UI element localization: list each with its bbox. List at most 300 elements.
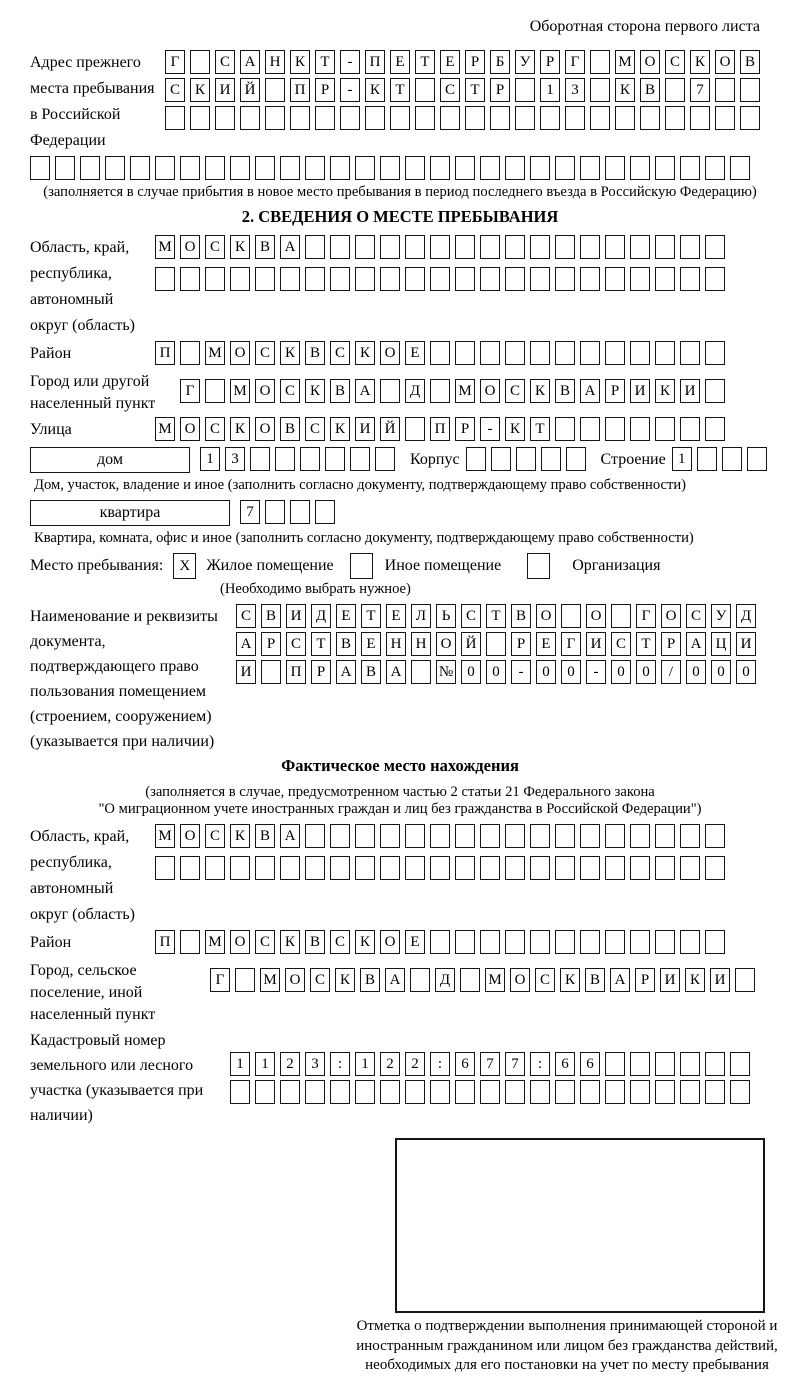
char-cell[interactable]: Т bbox=[465, 78, 485, 102]
char-cell[interactable] bbox=[615, 106, 635, 130]
char-cell[interactable] bbox=[205, 267, 225, 291]
char-cell[interactable] bbox=[415, 106, 435, 130]
char-cell[interactable]: К bbox=[280, 930, 300, 954]
char-cell[interactable] bbox=[555, 930, 575, 954]
char-cell[interactable]: И bbox=[286, 604, 306, 628]
char-cell[interactable] bbox=[315, 500, 335, 524]
char-cell[interactable]: М bbox=[230, 379, 250, 403]
char-cell[interactable] bbox=[680, 1080, 700, 1104]
char-cell[interactable]: Б bbox=[490, 50, 510, 74]
char-cell[interactable]: Р bbox=[490, 78, 510, 102]
char-cell[interactable]: Е bbox=[440, 50, 460, 74]
char-cell[interactable]: Е bbox=[405, 341, 425, 365]
char-cell[interactable]: 7 bbox=[480, 1052, 500, 1076]
char-cell[interactable]: В bbox=[555, 379, 575, 403]
char-cell[interactable] bbox=[180, 341, 200, 365]
char-cell[interactable]: 1 bbox=[672, 447, 692, 471]
char-cell[interactable] bbox=[530, 341, 550, 365]
char-cell[interactable] bbox=[705, 856, 725, 880]
char-cell[interactable]: О bbox=[230, 341, 250, 365]
char-cell[interactable] bbox=[230, 1080, 250, 1104]
char-cell[interactable]: Н bbox=[265, 50, 285, 74]
char-cell[interactable] bbox=[235, 968, 255, 992]
char-cell[interactable]: 0 bbox=[736, 660, 756, 684]
char-cell[interactable] bbox=[705, 930, 725, 954]
char-cell[interactable] bbox=[305, 824, 325, 848]
char-cell[interactable] bbox=[530, 156, 550, 180]
char-cell[interactable] bbox=[491, 447, 511, 471]
char-cell[interactable]: П bbox=[155, 930, 175, 954]
char-cell[interactable]: С bbox=[440, 78, 460, 102]
char-cell[interactable]: О bbox=[436, 632, 456, 656]
char-cell[interactable]: М bbox=[485, 968, 505, 992]
char-cell[interactable]: Д bbox=[736, 604, 756, 628]
char-cell[interactable]: П bbox=[286, 660, 306, 684]
char-cell[interactable]: П bbox=[290, 78, 310, 102]
char-cell[interactable] bbox=[561, 604, 581, 628]
char-cell[interactable] bbox=[480, 267, 500, 291]
char-cell[interactable]: Н bbox=[411, 632, 431, 656]
char-cell[interactable]: П bbox=[155, 341, 175, 365]
char-cell[interactable]: У bbox=[711, 604, 731, 628]
char-cell[interactable]: О bbox=[480, 379, 500, 403]
char-cell[interactable]: Г bbox=[636, 604, 656, 628]
char-cell[interactable]: 6 bbox=[555, 1052, 575, 1076]
char-cell[interactable]: С bbox=[205, 824, 225, 848]
char-cell[interactable]: К bbox=[230, 235, 250, 259]
char-cell[interactable] bbox=[261, 660, 281, 684]
char-cell[interactable] bbox=[715, 78, 735, 102]
char-cell[interactable] bbox=[325, 447, 345, 471]
char-cell[interactable]: И bbox=[215, 78, 235, 102]
char-cell[interactable] bbox=[555, 267, 575, 291]
char-cell[interactable]: Г bbox=[210, 968, 230, 992]
char-cell[interactable]: 2 bbox=[405, 1052, 425, 1076]
char-cell[interactable]: О bbox=[230, 930, 250, 954]
char-cell[interactable]: С bbox=[686, 604, 706, 628]
char-cell[interactable] bbox=[680, 156, 700, 180]
char-cell[interactable] bbox=[505, 341, 525, 365]
char-cell[interactable] bbox=[605, 824, 625, 848]
char-cell[interactable] bbox=[255, 267, 275, 291]
char-cell[interactable] bbox=[505, 1080, 525, 1104]
char-cell[interactable]: Й bbox=[461, 632, 481, 656]
char-cell[interactable]: / bbox=[661, 660, 681, 684]
char-cell[interactable] bbox=[305, 235, 325, 259]
char-cell[interactable] bbox=[630, 417, 650, 441]
char-cell[interactable] bbox=[505, 930, 525, 954]
char-cell[interactable]: В bbox=[360, 968, 380, 992]
char-cell[interactable]: К bbox=[335, 968, 355, 992]
char-cell[interactable] bbox=[355, 824, 375, 848]
char-cell[interactable] bbox=[255, 1080, 275, 1104]
char-cell[interactable] bbox=[330, 1080, 350, 1104]
char-cell[interactable]: О bbox=[640, 50, 660, 74]
char-cell[interactable]: Р bbox=[311, 660, 331, 684]
char-cell[interactable] bbox=[480, 930, 500, 954]
char-cell[interactable]: 0 bbox=[636, 660, 656, 684]
char-cell[interactable]: В bbox=[280, 417, 300, 441]
char-cell[interactable] bbox=[355, 235, 375, 259]
char-cell[interactable] bbox=[580, 417, 600, 441]
char-cell[interactable] bbox=[290, 106, 310, 130]
char-cell[interactable]: : bbox=[330, 1052, 350, 1076]
char-cell[interactable]: И bbox=[630, 379, 650, 403]
char-cell[interactable] bbox=[655, 1052, 675, 1076]
char-cell[interactable] bbox=[466, 447, 486, 471]
char-cell[interactable]: С bbox=[611, 632, 631, 656]
char-cell[interactable] bbox=[680, 235, 700, 259]
char-cell[interactable] bbox=[740, 78, 760, 102]
char-cell[interactable]: К bbox=[230, 824, 250, 848]
char-cell[interactable]: И bbox=[736, 632, 756, 656]
char-cell[interactable] bbox=[355, 156, 375, 180]
char-cell[interactable] bbox=[155, 156, 175, 180]
char-cell[interactable] bbox=[566, 447, 586, 471]
char-cell[interactable]: 0 bbox=[686, 660, 706, 684]
char-cell[interactable]: В bbox=[305, 930, 325, 954]
char-cell[interactable] bbox=[605, 341, 625, 365]
char-cell[interactable] bbox=[330, 267, 350, 291]
char-cell[interactable]: С bbox=[236, 604, 256, 628]
char-cell[interactable] bbox=[705, 156, 725, 180]
char-cell[interactable] bbox=[630, 341, 650, 365]
char-cell[interactable] bbox=[697, 447, 717, 471]
char-cell[interactable] bbox=[605, 417, 625, 441]
char-cell[interactable]: : bbox=[530, 1052, 550, 1076]
char-cell[interactable] bbox=[405, 824, 425, 848]
char-cell[interactable] bbox=[130, 156, 150, 180]
char-cell[interactable]: 2 bbox=[380, 1052, 400, 1076]
char-cell[interactable] bbox=[380, 856, 400, 880]
char-cell[interactable]: № bbox=[436, 660, 456, 684]
char-cell[interactable] bbox=[480, 856, 500, 880]
char-cell[interactable]: Ц bbox=[711, 632, 731, 656]
char-cell[interactable]: С bbox=[280, 379, 300, 403]
char-cell[interactable] bbox=[555, 1080, 575, 1104]
char-cell[interactable]: К bbox=[560, 968, 580, 992]
char-cell[interactable] bbox=[405, 1080, 425, 1104]
char-cell[interactable] bbox=[705, 1052, 725, 1076]
char-cell[interactable] bbox=[735, 968, 755, 992]
char-cell[interactable]: Л bbox=[411, 604, 431, 628]
char-cell[interactable]: К bbox=[685, 968, 705, 992]
char-cell[interactable]: Г bbox=[561, 632, 581, 656]
char-cell[interactable] bbox=[555, 156, 575, 180]
char-cell[interactable]: 0 bbox=[486, 660, 506, 684]
char-cell[interactable] bbox=[290, 500, 310, 524]
char-cell[interactable]: С bbox=[255, 930, 275, 954]
char-cell[interactable] bbox=[480, 1080, 500, 1104]
char-cell[interactable] bbox=[705, 824, 725, 848]
char-cell[interactable]: В bbox=[511, 604, 531, 628]
char-cell[interactable] bbox=[205, 856, 225, 880]
char-cell[interactable] bbox=[375, 447, 395, 471]
char-cell[interactable]: С bbox=[286, 632, 306, 656]
char-cell[interactable] bbox=[440, 106, 460, 130]
char-cell[interactable] bbox=[465, 106, 485, 130]
char-cell[interactable] bbox=[705, 417, 725, 441]
char-cell[interactable] bbox=[530, 235, 550, 259]
char-cell[interactable]: 0 bbox=[536, 660, 556, 684]
char-cell[interactable]: В bbox=[255, 824, 275, 848]
char-cell[interactable]: О bbox=[536, 604, 556, 628]
char-cell[interactable] bbox=[730, 1080, 750, 1104]
char-cell[interactable] bbox=[516, 447, 536, 471]
char-cell[interactable]: Ь bbox=[436, 604, 456, 628]
char-cell[interactable]: Т bbox=[530, 417, 550, 441]
char-cell[interactable] bbox=[530, 267, 550, 291]
char-cell[interactable]: В bbox=[336, 632, 356, 656]
char-cell[interactable]: Т bbox=[486, 604, 506, 628]
char-cell[interactable] bbox=[205, 379, 225, 403]
char-cell[interactable] bbox=[430, 824, 450, 848]
char-cell[interactable]: Г bbox=[565, 50, 585, 74]
char-cell[interactable]: Й bbox=[240, 78, 260, 102]
char-cell[interactable] bbox=[455, 267, 475, 291]
char-cell[interactable]: 0 bbox=[461, 660, 481, 684]
char-cell[interactable]: 7 bbox=[240, 500, 260, 524]
premises-checkbox-residential[interactable]: X bbox=[173, 553, 196, 579]
premises-checkbox-organization[interactable] bbox=[527, 553, 550, 579]
char-cell[interactable]: Е bbox=[536, 632, 556, 656]
char-cell[interactable]: - bbox=[511, 660, 531, 684]
char-cell[interactable]: Р bbox=[635, 968, 655, 992]
char-cell[interactable] bbox=[680, 824, 700, 848]
char-cell[interactable] bbox=[275, 447, 295, 471]
char-cell[interactable]: С bbox=[461, 604, 481, 628]
char-cell[interactable] bbox=[405, 267, 425, 291]
char-cell[interactable]: К bbox=[655, 379, 675, 403]
char-cell[interactable]: Р bbox=[261, 632, 281, 656]
char-cell[interactable] bbox=[340, 106, 360, 130]
char-cell[interactable] bbox=[265, 106, 285, 130]
char-cell[interactable] bbox=[480, 824, 500, 848]
char-cell[interactable] bbox=[230, 267, 250, 291]
char-cell[interactable] bbox=[380, 267, 400, 291]
char-cell[interactable]: 1 bbox=[540, 78, 560, 102]
char-cell[interactable]: А bbox=[240, 50, 260, 74]
char-cell[interactable] bbox=[611, 604, 631, 628]
char-cell[interactable]: К bbox=[615, 78, 635, 102]
char-cell[interactable] bbox=[655, 824, 675, 848]
char-cell[interactable] bbox=[730, 156, 750, 180]
char-cell[interactable]: Т bbox=[315, 50, 335, 74]
char-cell[interactable]: П bbox=[365, 50, 385, 74]
char-cell[interactable]: К bbox=[290, 50, 310, 74]
char-cell[interactable] bbox=[530, 930, 550, 954]
char-cell[interactable] bbox=[330, 856, 350, 880]
char-cell[interactable]: Р bbox=[511, 632, 531, 656]
char-cell[interactable]: О bbox=[180, 824, 200, 848]
char-cell[interactable] bbox=[490, 106, 510, 130]
char-cell[interactable] bbox=[605, 156, 625, 180]
char-cell[interactable]: В bbox=[305, 341, 325, 365]
char-cell[interactable]: К bbox=[365, 78, 385, 102]
house-type-box[interactable]: дом bbox=[30, 447, 190, 473]
char-cell[interactable] bbox=[155, 267, 175, 291]
char-cell[interactable]: М bbox=[155, 417, 175, 441]
char-cell[interactable]: С bbox=[255, 341, 275, 365]
char-cell[interactable]: М bbox=[615, 50, 635, 74]
char-cell[interactable]: С bbox=[310, 968, 330, 992]
char-cell[interactable] bbox=[605, 1080, 625, 1104]
char-cell[interactable] bbox=[355, 1080, 375, 1104]
char-cell[interactable] bbox=[405, 417, 425, 441]
char-cell[interactable] bbox=[455, 930, 475, 954]
char-cell[interactable]: С bbox=[330, 930, 350, 954]
char-cell[interactable]: П bbox=[430, 417, 450, 441]
char-cell[interactable] bbox=[605, 267, 625, 291]
char-cell[interactable]: Т bbox=[361, 604, 381, 628]
char-cell[interactable]: К bbox=[330, 417, 350, 441]
char-cell[interactable] bbox=[530, 1080, 550, 1104]
char-cell[interactable]: С bbox=[305, 417, 325, 441]
char-cell[interactable]: - bbox=[340, 50, 360, 74]
char-cell[interactable] bbox=[455, 856, 475, 880]
char-cell[interactable] bbox=[665, 106, 685, 130]
char-cell[interactable]: С bbox=[665, 50, 685, 74]
char-cell[interactable] bbox=[630, 930, 650, 954]
char-cell[interactable] bbox=[180, 156, 200, 180]
char-cell[interactable]: К bbox=[305, 379, 325, 403]
char-cell[interactable]: К bbox=[355, 930, 375, 954]
char-cell[interactable]: О bbox=[180, 235, 200, 259]
char-cell[interactable] bbox=[655, 235, 675, 259]
char-cell[interactable] bbox=[505, 156, 525, 180]
char-cell[interactable] bbox=[630, 824, 650, 848]
char-cell[interactable] bbox=[55, 156, 75, 180]
char-cell[interactable]: 0 bbox=[711, 660, 731, 684]
char-cell[interactable]: - bbox=[480, 417, 500, 441]
char-cell[interactable]: 3 bbox=[305, 1052, 325, 1076]
char-cell[interactable] bbox=[405, 856, 425, 880]
char-cell[interactable]: Д bbox=[405, 379, 425, 403]
char-cell[interactable]: И bbox=[660, 968, 680, 992]
char-cell[interactable]: К bbox=[230, 417, 250, 441]
char-cell[interactable]: А bbox=[236, 632, 256, 656]
char-cell[interactable]: И bbox=[710, 968, 730, 992]
char-cell[interactable] bbox=[505, 267, 525, 291]
char-cell[interactable]: А bbox=[336, 660, 356, 684]
char-cell[interactable] bbox=[486, 632, 506, 656]
char-cell[interactable] bbox=[430, 156, 450, 180]
char-cell[interactable] bbox=[455, 235, 475, 259]
char-cell[interactable]: К bbox=[280, 341, 300, 365]
char-cell[interactable] bbox=[580, 341, 600, 365]
char-cell[interactable] bbox=[580, 235, 600, 259]
char-cell[interactable]: К bbox=[355, 341, 375, 365]
char-cell[interactable]: К bbox=[690, 50, 710, 74]
char-cell[interactable] bbox=[655, 341, 675, 365]
char-cell[interactable]: 3 bbox=[225, 447, 245, 471]
char-cell[interactable]: В bbox=[361, 660, 381, 684]
char-cell[interactable]: М bbox=[155, 824, 175, 848]
char-cell[interactable] bbox=[680, 1052, 700, 1076]
char-cell[interactable] bbox=[280, 1080, 300, 1104]
char-cell[interactable]: Г bbox=[180, 379, 200, 403]
char-cell[interactable] bbox=[580, 856, 600, 880]
char-cell[interactable]: Д bbox=[311, 604, 331, 628]
char-cell[interactable]: О bbox=[715, 50, 735, 74]
char-cell[interactable]: О bbox=[661, 604, 681, 628]
char-cell[interactable]: О bbox=[380, 341, 400, 365]
char-cell[interactable] bbox=[590, 78, 610, 102]
char-cell[interactable] bbox=[605, 1052, 625, 1076]
char-cell[interactable] bbox=[330, 824, 350, 848]
char-cell[interactable]: К bbox=[505, 417, 525, 441]
char-cell[interactable] bbox=[80, 156, 100, 180]
char-cell[interactable] bbox=[230, 856, 250, 880]
char-cell[interactable]: М bbox=[205, 930, 225, 954]
char-cell[interactable]: А bbox=[385, 968, 405, 992]
char-cell[interactable] bbox=[300, 447, 320, 471]
char-cell[interactable]: Е bbox=[405, 930, 425, 954]
char-cell[interactable]: А bbox=[355, 379, 375, 403]
char-cell[interactable] bbox=[280, 156, 300, 180]
char-cell[interactable]: М bbox=[155, 235, 175, 259]
char-cell[interactable] bbox=[230, 156, 250, 180]
char-cell[interactable] bbox=[655, 156, 675, 180]
char-cell[interactable]: 7 bbox=[505, 1052, 525, 1076]
char-cell[interactable]: В bbox=[330, 379, 350, 403]
char-cell[interactable] bbox=[655, 267, 675, 291]
char-cell[interactable] bbox=[605, 930, 625, 954]
char-cell[interactable]: А bbox=[280, 824, 300, 848]
char-cell[interactable] bbox=[390, 106, 410, 130]
char-cell[interactable]: А bbox=[610, 968, 630, 992]
char-cell[interactable] bbox=[540, 106, 560, 130]
char-cell[interactable]: О bbox=[510, 968, 530, 992]
char-cell[interactable] bbox=[255, 156, 275, 180]
char-cell[interactable]: М bbox=[205, 341, 225, 365]
char-cell[interactable]: У bbox=[515, 50, 535, 74]
char-cell[interactable]: В bbox=[640, 78, 660, 102]
char-cell[interactable]: И bbox=[586, 632, 606, 656]
char-cell[interactable] bbox=[480, 156, 500, 180]
char-cell[interactable] bbox=[590, 106, 610, 130]
char-cell[interactable]: Е bbox=[361, 632, 381, 656]
char-cell[interactable]: С bbox=[215, 50, 235, 74]
char-cell[interactable] bbox=[655, 1080, 675, 1104]
char-cell[interactable]: Г bbox=[165, 50, 185, 74]
char-cell[interactable]: - bbox=[340, 78, 360, 102]
char-cell[interactable] bbox=[30, 156, 50, 180]
char-cell[interactable] bbox=[530, 856, 550, 880]
char-cell[interactable] bbox=[455, 824, 475, 848]
char-cell[interactable]: В bbox=[585, 968, 605, 992]
char-cell[interactable] bbox=[505, 235, 525, 259]
char-cell[interactable] bbox=[580, 930, 600, 954]
char-cell[interactable] bbox=[580, 824, 600, 848]
char-cell[interactable] bbox=[680, 930, 700, 954]
char-cell[interactable] bbox=[305, 1080, 325, 1104]
char-cell[interactable] bbox=[555, 856, 575, 880]
char-cell[interactable]: О bbox=[380, 930, 400, 954]
char-cell[interactable] bbox=[680, 341, 700, 365]
char-cell[interactable] bbox=[580, 1080, 600, 1104]
char-cell[interactable]: О bbox=[255, 417, 275, 441]
char-cell[interactable]: Р bbox=[605, 379, 625, 403]
char-cell[interactable]: Е bbox=[390, 50, 410, 74]
char-cell[interactable] bbox=[430, 379, 450, 403]
char-cell[interactable]: А bbox=[686, 632, 706, 656]
char-cell[interactable] bbox=[630, 1080, 650, 1104]
char-cell[interactable]: О bbox=[285, 968, 305, 992]
char-cell[interactable] bbox=[305, 856, 325, 880]
char-cell[interactable] bbox=[330, 235, 350, 259]
char-cell[interactable] bbox=[722, 447, 742, 471]
